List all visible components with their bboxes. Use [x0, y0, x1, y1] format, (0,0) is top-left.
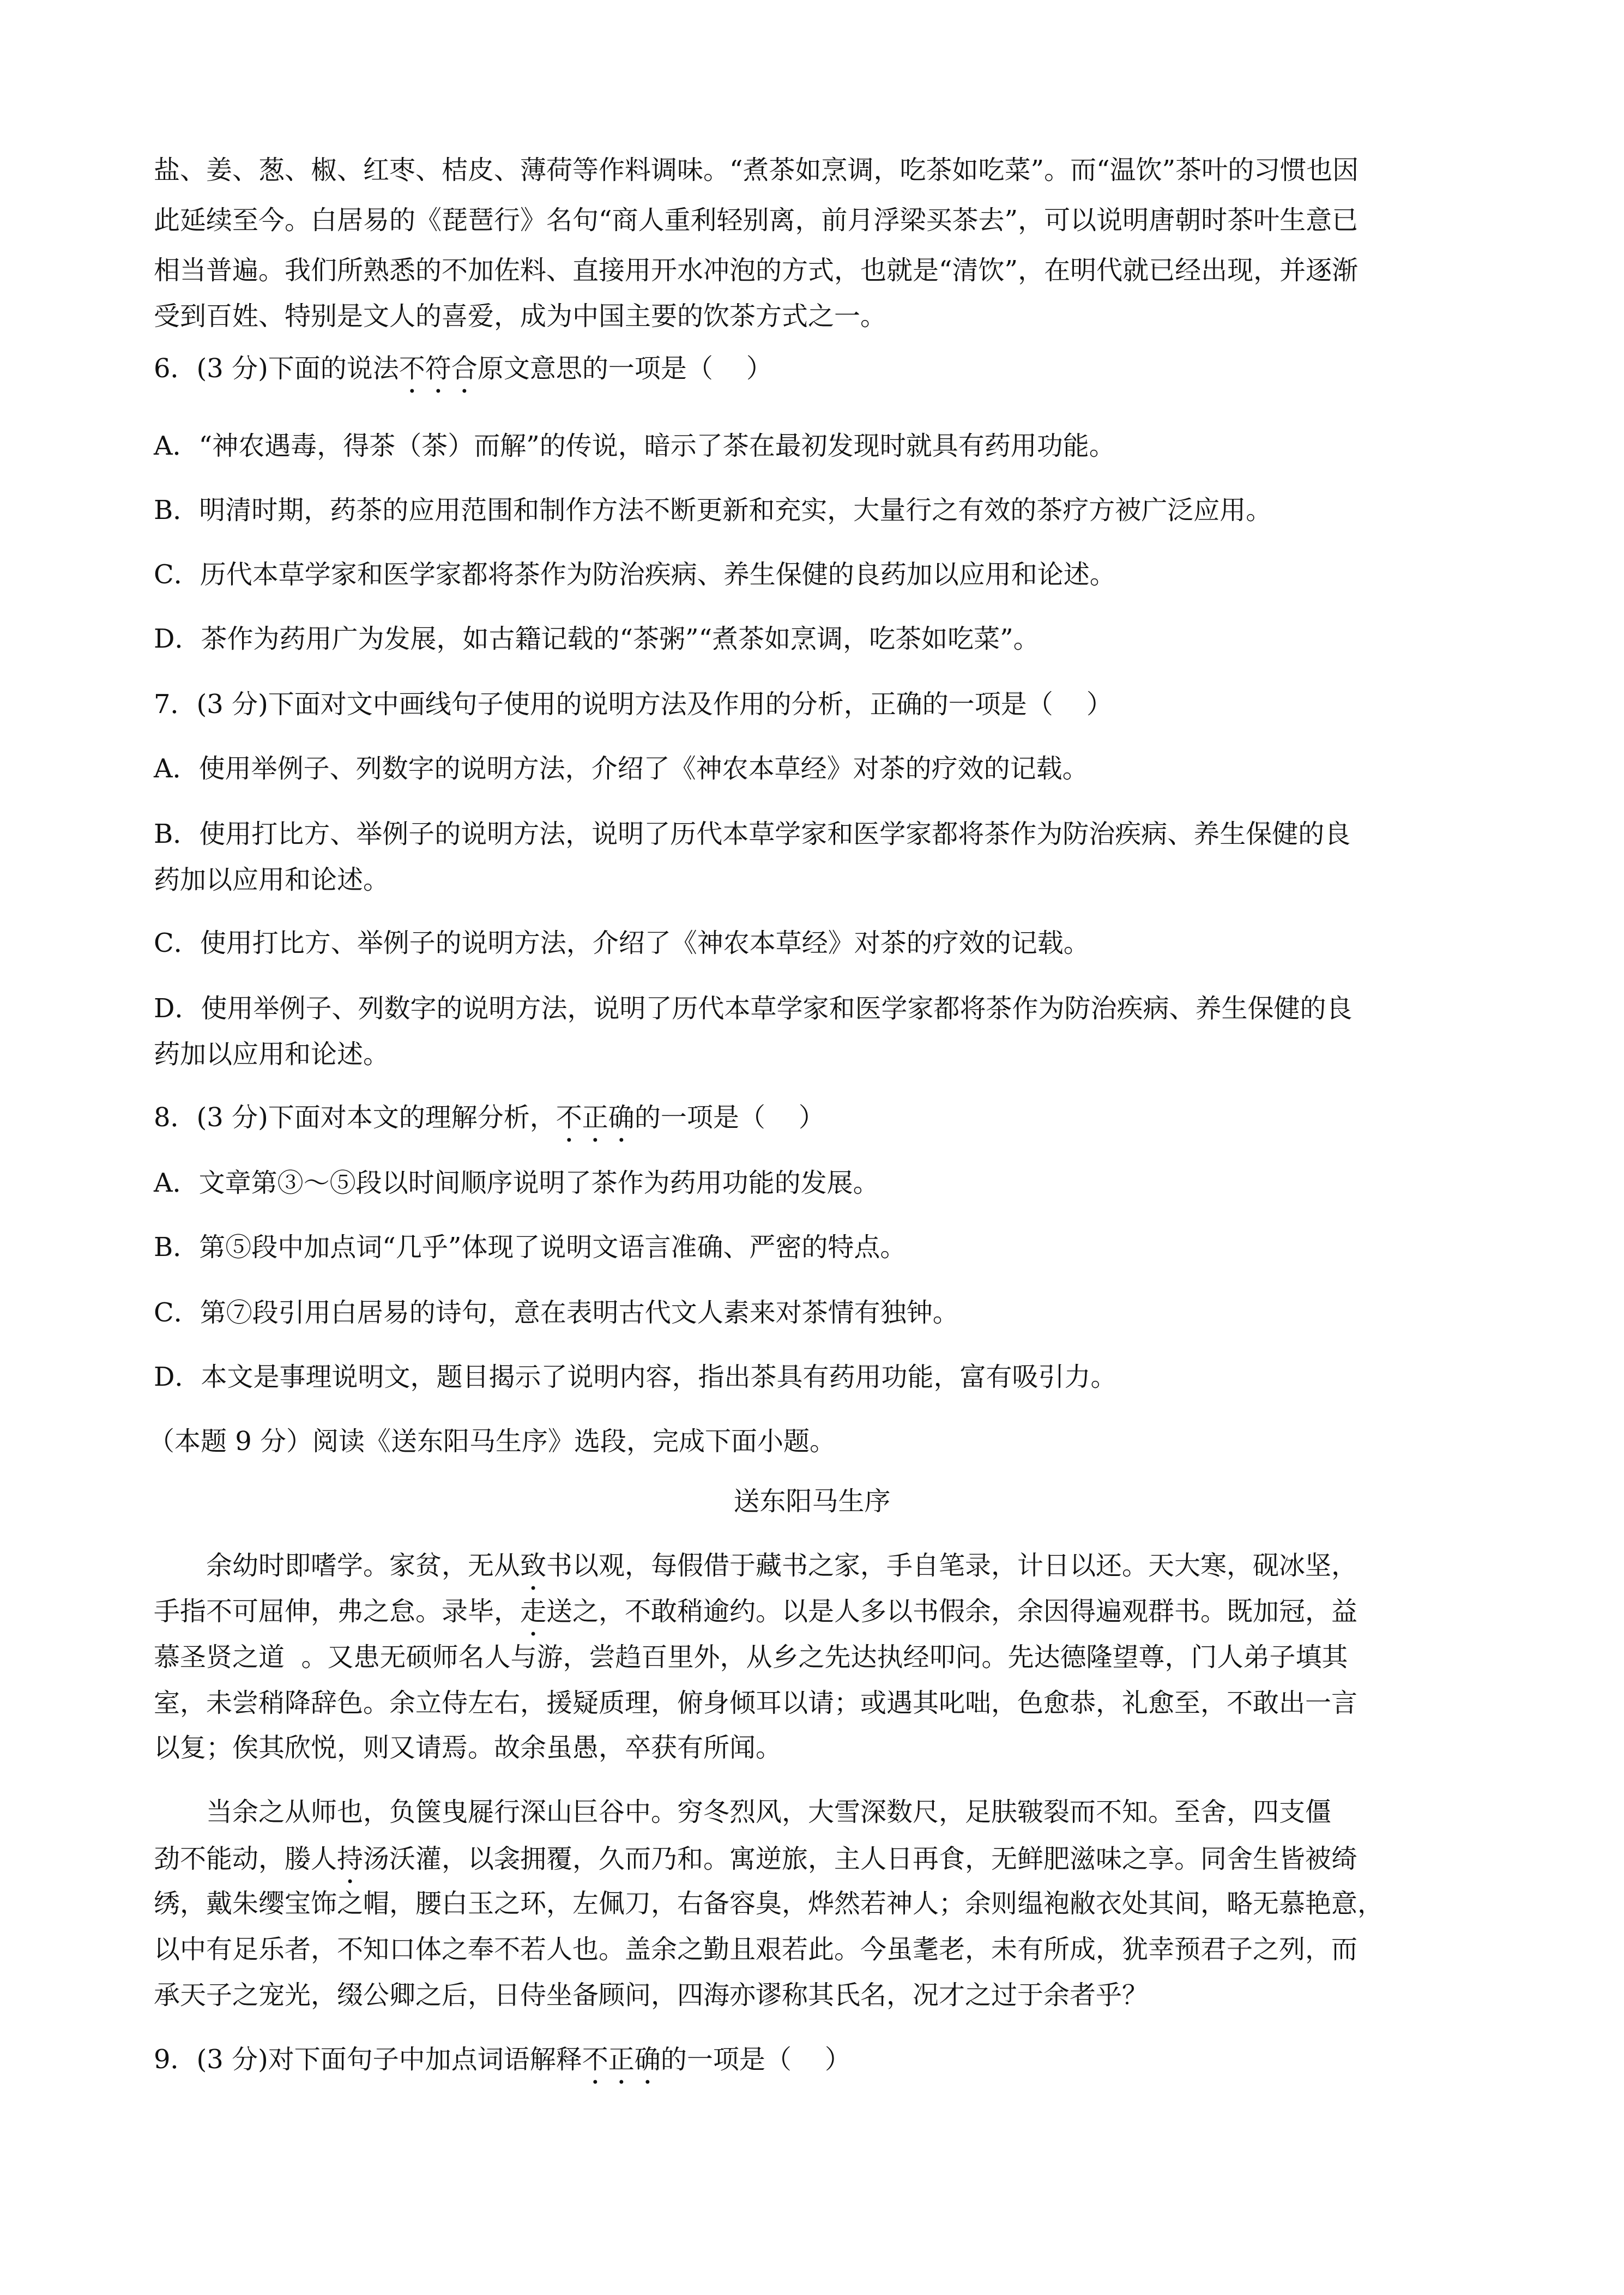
passage-1-line: 手指不可屈伸，弗之怠。录毕，走送之，不敢稍逾约。以是人多以书假余，余因得遍观群书。既加冠，益 — [154, 1596, 1358, 1627]
question-7-stem: 7．(3 分)下面对文中画线句子使用的说明方法及作用的分析，正确的一项是（ ） — [154, 689, 1113, 720]
question-7-option-c[interactable]: C．使用打比方、举例子的说明方法，介绍了《神农本草经》对茶的疗效的记载。 — [154, 928, 1090, 958]
dotted-word: 走 — [520, 1596, 547, 1627]
dotted-word: 致 — [520, 1550, 547, 1581]
dotted-word: 持 — [337, 1844, 364, 1874]
passage-1-line: 余幼时即嗜学。家贫，无从致书以观，每假借于藏书之家，手自笔录，计日以还。天大寒，砚冰坚， — [206, 1550, 1358, 1581]
option-line: B．使用打比方、举例子的说明方法，说明了历代本草学家和医学家都将茶作为防治疾病、养生保健的良 — [154, 819, 1351, 849]
option-line: D．使用举例子、列数字的说明方法，说明了历代本草学家和医学家都将茶作为防治疾病、养生保健的良 — [154, 993, 1353, 1024]
question-8-option-b[interactable]: B．第⑤段中加点词“几乎”体现了说明文语言准确、严密的特点。 — [154, 1232, 907, 1263]
intro-line: 相当普遍。我们所熟悉的不加佐料、直接用开水冲泡的方式，也就是“清饮”，在明代就已经出现，并逐渐 — [154, 255, 1359, 286]
passage-2-line: 承天子之宠光，缀公卿之后，日侍坐备顾问，四海亦谬称其氏名，况才之过于余者乎？ — [154, 1980, 1149, 2010]
intro-line: 盐、姜、葱、椒、红枣、桔皮、薄荷等作料调味。“煮茶如烹调，吃茶如吃菜”。而“温饮”茶叶的习惯也因 — [154, 155, 1359, 185]
question-8-option-d[interactable]: D．本文是事理说明文，题目揭示了说明内容，指出茶具有药用功能，富有吸引力。 — [154, 1362, 1117, 1392]
emphasis-dots: 不正确 — [582, 2044, 661, 2075]
question-8-stem: 8．(3 分)下面对本文的理解分析，不正确的一项是（ ） — [154, 1102, 825, 1133]
question-6-option-b[interactable]: B．明清时期，药茶的应用范围和制作方法不断更新和充实，大量行之有效的茶疗方被广泛应用。 — [154, 495, 1272, 526]
option-line: 药加以应用和论述。 — [154, 1039, 390, 1070]
question-8-option-a[interactable]: A．文章第③～⑤段以时间顺序说明了茶作为药用功能的发展。 — [154, 1168, 879, 1198]
question-6-option-c[interactable]: C．历代本草学家和医学家都将茶作为防治疾病、养生保健的良药加以应用和论述。 — [154, 559, 1116, 590]
question-9-stem: 9．(3 分)对下面句子中加点词语解释不正确的一项是（ ） — [154, 2044, 851, 2075]
passage-2-line: 劲不能动，媵人持汤沃灌，以衾拥覆，久而乃和。寓逆旅，主人日再食，无鲜肥滋味之享。同舍生皆被绮 — [154, 1844, 1358, 1874]
passage-1-line: 室，未尝稍降辞色。余立侍左右，援疑质理，俯身倾耳以请；或遇其叱咄，色愈恭，礼愈至，不敢出一言 — [154, 1688, 1358, 1718]
question-6-stem: 6．(3 分)下面的说法不符合原文意思的一项是（ ） — [154, 353, 772, 384]
question-6-option-a[interactable]: A．“神农遇毒，得茶（茶）而解”的传说，暗示了茶在最初发现时就具有药用功能。 — [154, 431, 1115, 461]
emphasis-dots: 不符合 — [399, 353, 478, 384]
emphasis-dots: 不正确 — [556, 1102, 635, 1133]
question-8-option-c[interactable]: C．第⑦段引用白居易的诗句，意在表明古代文人素来对茶情有独钟。 — [154, 1297, 959, 1328]
passage-2-line: 以中有足乐者，不知口体之奉不若人也。盖余之勤且艰若此。今虽耄老，未有所成，犹幸预君子之列，而 — [154, 1934, 1358, 1965]
question-6-option-d[interactable]: D．茶作为药用广为发展，如古籍记载的“茶粥”“煮茶如烹调，吃茶如吃菜”。 — [154, 624, 1040, 654]
section-intro: （本题 9 分）阅读《送东阳马生序》选段，完成下面小题。 — [148, 1426, 836, 1457]
passage-title: 送东阳马生序 — [733, 1486, 891, 1517]
intro-line: 此延续至今。白居易的《琵琶行》名句“商人重利轻别离，前月浮梁买茶去”，可以说明唐朝时茶叶生意已 — [154, 205, 1359, 235]
question-7-option-a[interactable]: A．使用举例子、列数字的说明方法，介绍了《神农本草经》对茶的疗效的记载。 — [154, 753, 1089, 784]
passage-2-line: 当余之从师也，负箧曳屣行深山巨谷中。穷冬烈风，大雪深数尺，足肤皲裂而不知。至舍，四支僵 — [206, 1797, 1332, 1827]
passage-1-line: 慕圣贤之道 。又患无硕师名人与游，尝趋百里外，从乡之先达执经叩问。先达德隆望尊，门人弟子填其 — [154, 1642, 1348, 1672]
passage-1-line: 以复；俟其欣悦，则又请焉。故余虽愚，卒获有所闻。 — [154, 1732, 782, 1763]
passage-2-line: 绣，戴朱缨宝饰之帽，腰白玉之环，左佩刀，右备容臭，烨然若神人；余则缊袍敝衣处其间，略无慕艳意， — [154, 1888, 1384, 1919]
option-line: 药加以应用和论述。 — [154, 865, 390, 895]
intro-line: 受到百姓、特别是文人的喜爱，成为中国主要的饮茶方式之一。 — [154, 301, 887, 331]
